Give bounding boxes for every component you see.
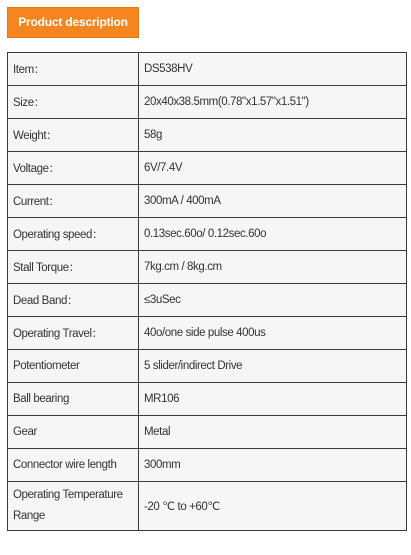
table-row	[8, 119, 407, 152]
spec-value-connector-wire-length: 300mm	[139, 449, 407, 482]
spec-label-item: Item：	[8, 53, 139, 86]
spec-value-operating-speed: 0.13sec.60o/ 0.12sec.60o	[139, 218, 407, 251]
spec-label-weight: Weight：	[8, 119, 139, 152]
spec-label-gear: Gear	[8, 416, 139, 449]
table-row	[8, 86, 407, 119]
spec-label-operating-speed: Operating speed：	[8, 218, 139, 251]
table-row	[8, 350, 407, 383]
spec-label-connector-wire-length: Connector wire length	[8, 449, 139, 482]
table-row	[8, 449, 407, 482]
spec-value-dead-band: ≤3uSec	[139, 284, 407, 317]
spec-label-operating-temperature-range: Operating Temperature Range	[8, 482, 139, 531]
table-row	[8, 383, 407, 416]
table-row	[8, 317, 407, 350]
spec-label-stall-torque: Stall Torque：	[8, 251, 139, 284]
table-row	[8, 284, 407, 317]
table-row	[8, 251, 407, 284]
spec-label-dead-band: Dead Band：	[8, 284, 139, 317]
spec-value-ball-bearing: MR106	[139, 383, 407, 416]
spec-value-operating-temperature-range: -20 ℃ to +60℃	[139, 482, 407, 531]
spec-value-item: DS538HV	[139, 53, 407, 86]
spec-value-potentiometer: 5 slider/indirect Drive	[139, 350, 407, 383]
table-row	[8, 482, 407, 531]
spec-label-potentiometer: Potentiometer	[8, 350, 139, 383]
table-row	[8, 218, 407, 251]
spec-table	[7, 52, 407, 531]
table-row	[8, 185, 407, 218]
spec-label-current: Current：	[8, 185, 139, 218]
spec-value-operating-travel: 40o/one side pulse 400us	[139, 317, 407, 350]
spec-label-ball-bearing: Ball bearing	[8, 383, 139, 416]
table-row	[8, 416, 407, 449]
spec-value-stall-torque: 7kg.cm / 8kg.cm	[139, 251, 407, 284]
spec-label-operating-travel: Operating Travel：	[8, 317, 139, 350]
spec-value-weight: 58g	[139, 119, 407, 152]
spec-label-voltage: Voltage：	[8, 152, 139, 185]
tab-product-description[interactable]: Product description	[7, 7, 139, 38]
spec-label-size: Size：	[8, 86, 139, 119]
spec-value-size: 20x40x38.5mm(0.78"x1.57"x1.51")	[139, 86, 407, 119]
spec-value-gear: Metal	[139, 416, 407, 449]
spec-value-current: 300mA / 400mA	[139, 185, 407, 218]
table-row	[8, 152, 407, 185]
spec-value-voltage: 6V/7.4V	[139, 152, 407, 185]
table-row	[8, 53, 407, 86]
